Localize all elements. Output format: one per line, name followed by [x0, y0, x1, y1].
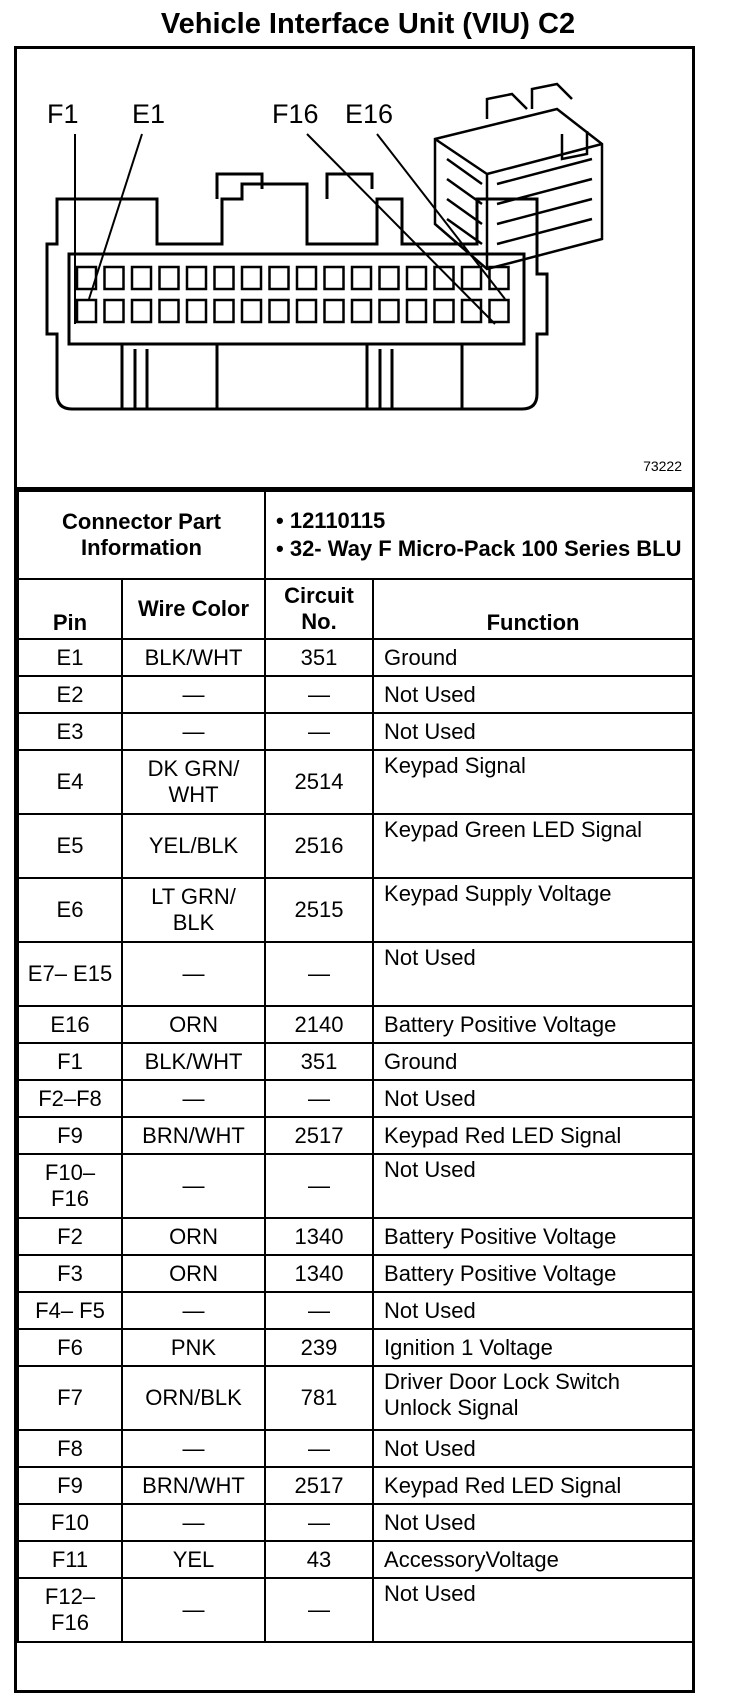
circuit-cell: 1340 [265, 1218, 373, 1255]
pin-cavity [215, 300, 234, 322]
pin-cell: E6 [18, 878, 122, 942]
wire-color-cell: YEL [122, 1541, 265, 1578]
function-cell: Keypad Red LED Signal [373, 1467, 693, 1504]
wire-color-cell: ORN [122, 1255, 265, 1292]
function-cell: AccessoryVoltage [373, 1541, 693, 1578]
table-row [18, 878, 693, 942]
circuit-cell: 2515 [265, 878, 373, 942]
pin-cell: F10– F16 [18, 1154, 122, 1218]
table-row [18, 1329, 693, 1366]
function-cell: Driver Door Lock Switch Unlock Signal [373, 1366, 693, 1430]
connector-sheet [14, 46, 695, 1693]
header-pin: Pin [18, 579, 122, 639]
pinout-table [17, 490, 694, 1643]
pin-label-e16: E16 [345, 99, 394, 129]
wire-color-cell: YEL/BLK [122, 814, 265, 878]
pin-cavity [435, 300, 454, 322]
pin-cavity [242, 267, 261, 289]
pin-cavity [160, 267, 179, 289]
function-cell: Ignition 1 Voltage [373, 1329, 693, 1366]
function-cell: Keypad Green LED Signal [373, 814, 693, 878]
table-row [18, 1430, 693, 1467]
pin-cavity [462, 300, 481, 322]
pin-cavity [105, 300, 124, 322]
table-row [18, 1006, 693, 1043]
wire-color-cell: — [122, 1154, 265, 1218]
pin-cavity [380, 300, 399, 322]
wire-color-cell: ORN [122, 1006, 265, 1043]
column-header-row [18, 579, 693, 639]
pin-cavity [160, 300, 179, 322]
circuit-cell: — [265, 1430, 373, 1467]
pin-cavity [325, 267, 344, 289]
pin-cavity [132, 267, 151, 289]
circuit-cell: — [265, 676, 373, 713]
wire-color-cell: LT GRN/ BLK [122, 878, 265, 942]
wire-color-cell: ORN/BLK [122, 1366, 265, 1430]
table-row [18, 814, 693, 878]
function-cell: Not Used [373, 1504, 693, 1541]
wire-color-cell: ORN [122, 1218, 265, 1255]
header-wire-color: Wire Color [122, 579, 265, 639]
function-cell: Battery Positive Voltage [373, 1218, 693, 1255]
circuit-cell: 43 [265, 1541, 373, 1578]
pin-cavity [380, 267, 399, 289]
pin-cell: F8 [18, 1430, 122, 1467]
table-row [18, 750, 693, 814]
pin-cell: F7 [18, 1366, 122, 1430]
latch-left [217, 174, 262, 199]
table-row [18, 1541, 693, 1578]
circuit-cell: — [265, 1504, 373, 1541]
wire-color-cell: — [122, 1504, 265, 1541]
function-cell: Battery Positive Voltage [373, 1006, 693, 1043]
function-cell: Not Used [373, 713, 693, 750]
circuit-cell: 2517 [265, 1467, 373, 1504]
wire-color-cell: — [122, 1292, 265, 1329]
wire-color-cell: PNK [122, 1329, 265, 1366]
pin-cell: F9 [18, 1117, 122, 1154]
pin-cavity [132, 300, 151, 322]
pin-cell: F12– F16 [18, 1578, 122, 1642]
pin-cell: F2–F8 [18, 1080, 122, 1117]
connector-info-row [18, 491, 693, 579]
pin-cell: F9 [18, 1467, 122, 1504]
circuit-cell: — [265, 1080, 373, 1117]
connector-info-list [265, 491, 693, 579]
function-cell: Not Used [373, 676, 693, 713]
function-cell: Not Used [373, 1154, 693, 1218]
pin-label-f16: F16 [272, 99, 319, 129]
table-row [18, 1154, 693, 1218]
pin-cavity [325, 300, 344, 322]
function-cell: Ground [373, 1043, 693, 1080]
wire-color-cell: — [122, 942, 265, 1006]
wire-color-cell: — [122, 713, 265, 750]
connector-info-label: Connector Part Information [18, 491, 265, 579]
pin-cavity [352, 300, 371, 322]
wire-color-cell: — [122, 1578, 265, 1642]
circuit-cell: — [265, 1154, 373, 1218]
table-row [18, 639, 693, 676]
pin-cell: F6 [18, 1329, 122, 1366]
circuit-cell: 2517 [265, 1117, 373, 1154]
function-cell: Keypad Signal [373, 750, 693, 814]
circuit-cell: 781 [265, 1366, 373, 1430]
pin-cavity [407, 267, 426, 289]
table-row [18, 713, 693, 750]
pin-cavity [187, 267, 206, 289]
pin-cavity [407, 300, 426, 322]
pin-cavity [297, 300, 316, 322]
circuit-cell: — [265, 1292, 373, 1329]
pin-cell: E5 [18, 814, 122, 878]
table-row [18, 1043, 693, 1080]
pin-cavity [270, 267, 289, 289]
function-cell: Not Used [373, 1292, 693, 1329]
pin-cell: F10 [18, 1504, 122, 1541]
circuit-cell: 351 [265, 639, 373, 676]
table-row [18, 1255, 693, 1292]
pin-cavity [242, 300, 261, 322]
circuit-cell: — [265, 713, 373, 750]
connector-diagram [17, 49, 692, 490]
table-row [18, 1080, 693, 1117]
pin-cell: F4– F5 [18, 1292, 122, 1329]
header-function: Function [373, 579, 693, 639]
circuit-cell: 1340 [265, 1255, 373, 1292]
pin-cell: F1 [18, 1043, 122, 1080]
circuit-cell: 2140 [265, 1006, 373, 1043]
pin-cavity [490, 267, 509, 289]
pin-cell: E3 [18, 713, 122, 750]
function-cell: Keypad Supply Voltage [373, 878, 693, 942]
pin-cell: E1 [18, 639, 122, 676]
pin-cavity [270, 300, 289, 322]
pin-cavity [297, 267, 316, 289]
wire-color-cell: BLK/WHT [122, 1043, 265, 1080]
pin-cell: F3 [18, 1255, 122, 1292]
pin-label-e1: E1 [132, 99, 166, 129]
table-row [18, 1366, 693, 1430]
function-cell: Not Used [373, 1080, 693, 1117]
table-row [18, 1292, 693, 1329]
pin-cavity [490, 300, 509, 322]
function-cell: Not Used [373, 1430, 693, 1467]
table-row [18, 942, 693, 1006]
table-row [18, 1504, 693, 1541]
pin-cavity [462, 267, 481, 289]
table-row [18, 676, 693, 713]
circuit-cell: — [265, 1578, 373, 1642]
pin-cell: E2 [18, 676, 122, 713]
table-row [18, 1578, 693, 1642]
wire-color-cell: BRN/WHT [122, 1117, 265, 1154]
connector-description: • 32- Way F Micro-Pack 100 Series BLU [276, 536, 682, 561]
circuit-cell: 2516 [265, 814, 373, 878]
table-row [18, 1218, 693, 1255]
page-title: Vehicle Interface Unit (VIU) C2 [160, 8, 576, 40]
figure-number: 73222 [643, 458, 682, 474]
wire-color-cell: — [122, 676, 265, 713]
function-cell: Ground [373, 639, 693, 676]
circuit-cell: 351 [265, 1043, 373, 1080]
pin-cell: E4 [18, 750, 122, 814]
pin-cavity [352, 267, 371, 289]
pin-cell: F11 [18, 1541, 122, 1578]
header-circuit-no: Circuit No. [265, 579, 373, 639]
pin-cell: E16 [18, 1006, 122, 1043]
function-cell: Battery Positive Voltage [373, 1255, 693, 1292]
wire-color-cell: DK GRN/ WHT [122, 750, 265, 814]
pin-cell: E7– E15 [18, 942, 122, 1006]
wire-color-cell: — [122, 1430, 265, 1467]
circuit-cell: 239 [265, 1329, 373, 1366]
table-row [18, 1117, 693, 1154]
table-row [18, 1467, 693, 1504]
leader-f16 [307, 134, 495, 324]
function-cell: Keypad Red LED Signal [373, 1117, 693, 1154]
pin-cavity [215, 267, 234, 289]
function-cell: Not Used [373, 942, 693, 1006]
pin-cell: F2 [18, 1218, 122, 1255]
pin-cavity [105, 267, 124, 289]
function-cell: Not Used [373, 1578, 693, 1642]
wire-color-cell: BRN/WHT [122, 1467, 265, 1504]
pin-label-f1: F1 [47, 99, 79, 129]
circuit-cell: 2514 [265, 750, 373, 814]
circuit-cell: — [265, 942, 373, 1006]
wire-color-cell: BLK/WHT [122, 639, 265, 676]
connector-part-number: • 12110115 [276, 508, 386, 533]
wire-color-cell: — [122, 1080, 265, 1117]
pin-cavity [77, 300, 96, 322]
pin-cavity [187, 300, 206, 322]
